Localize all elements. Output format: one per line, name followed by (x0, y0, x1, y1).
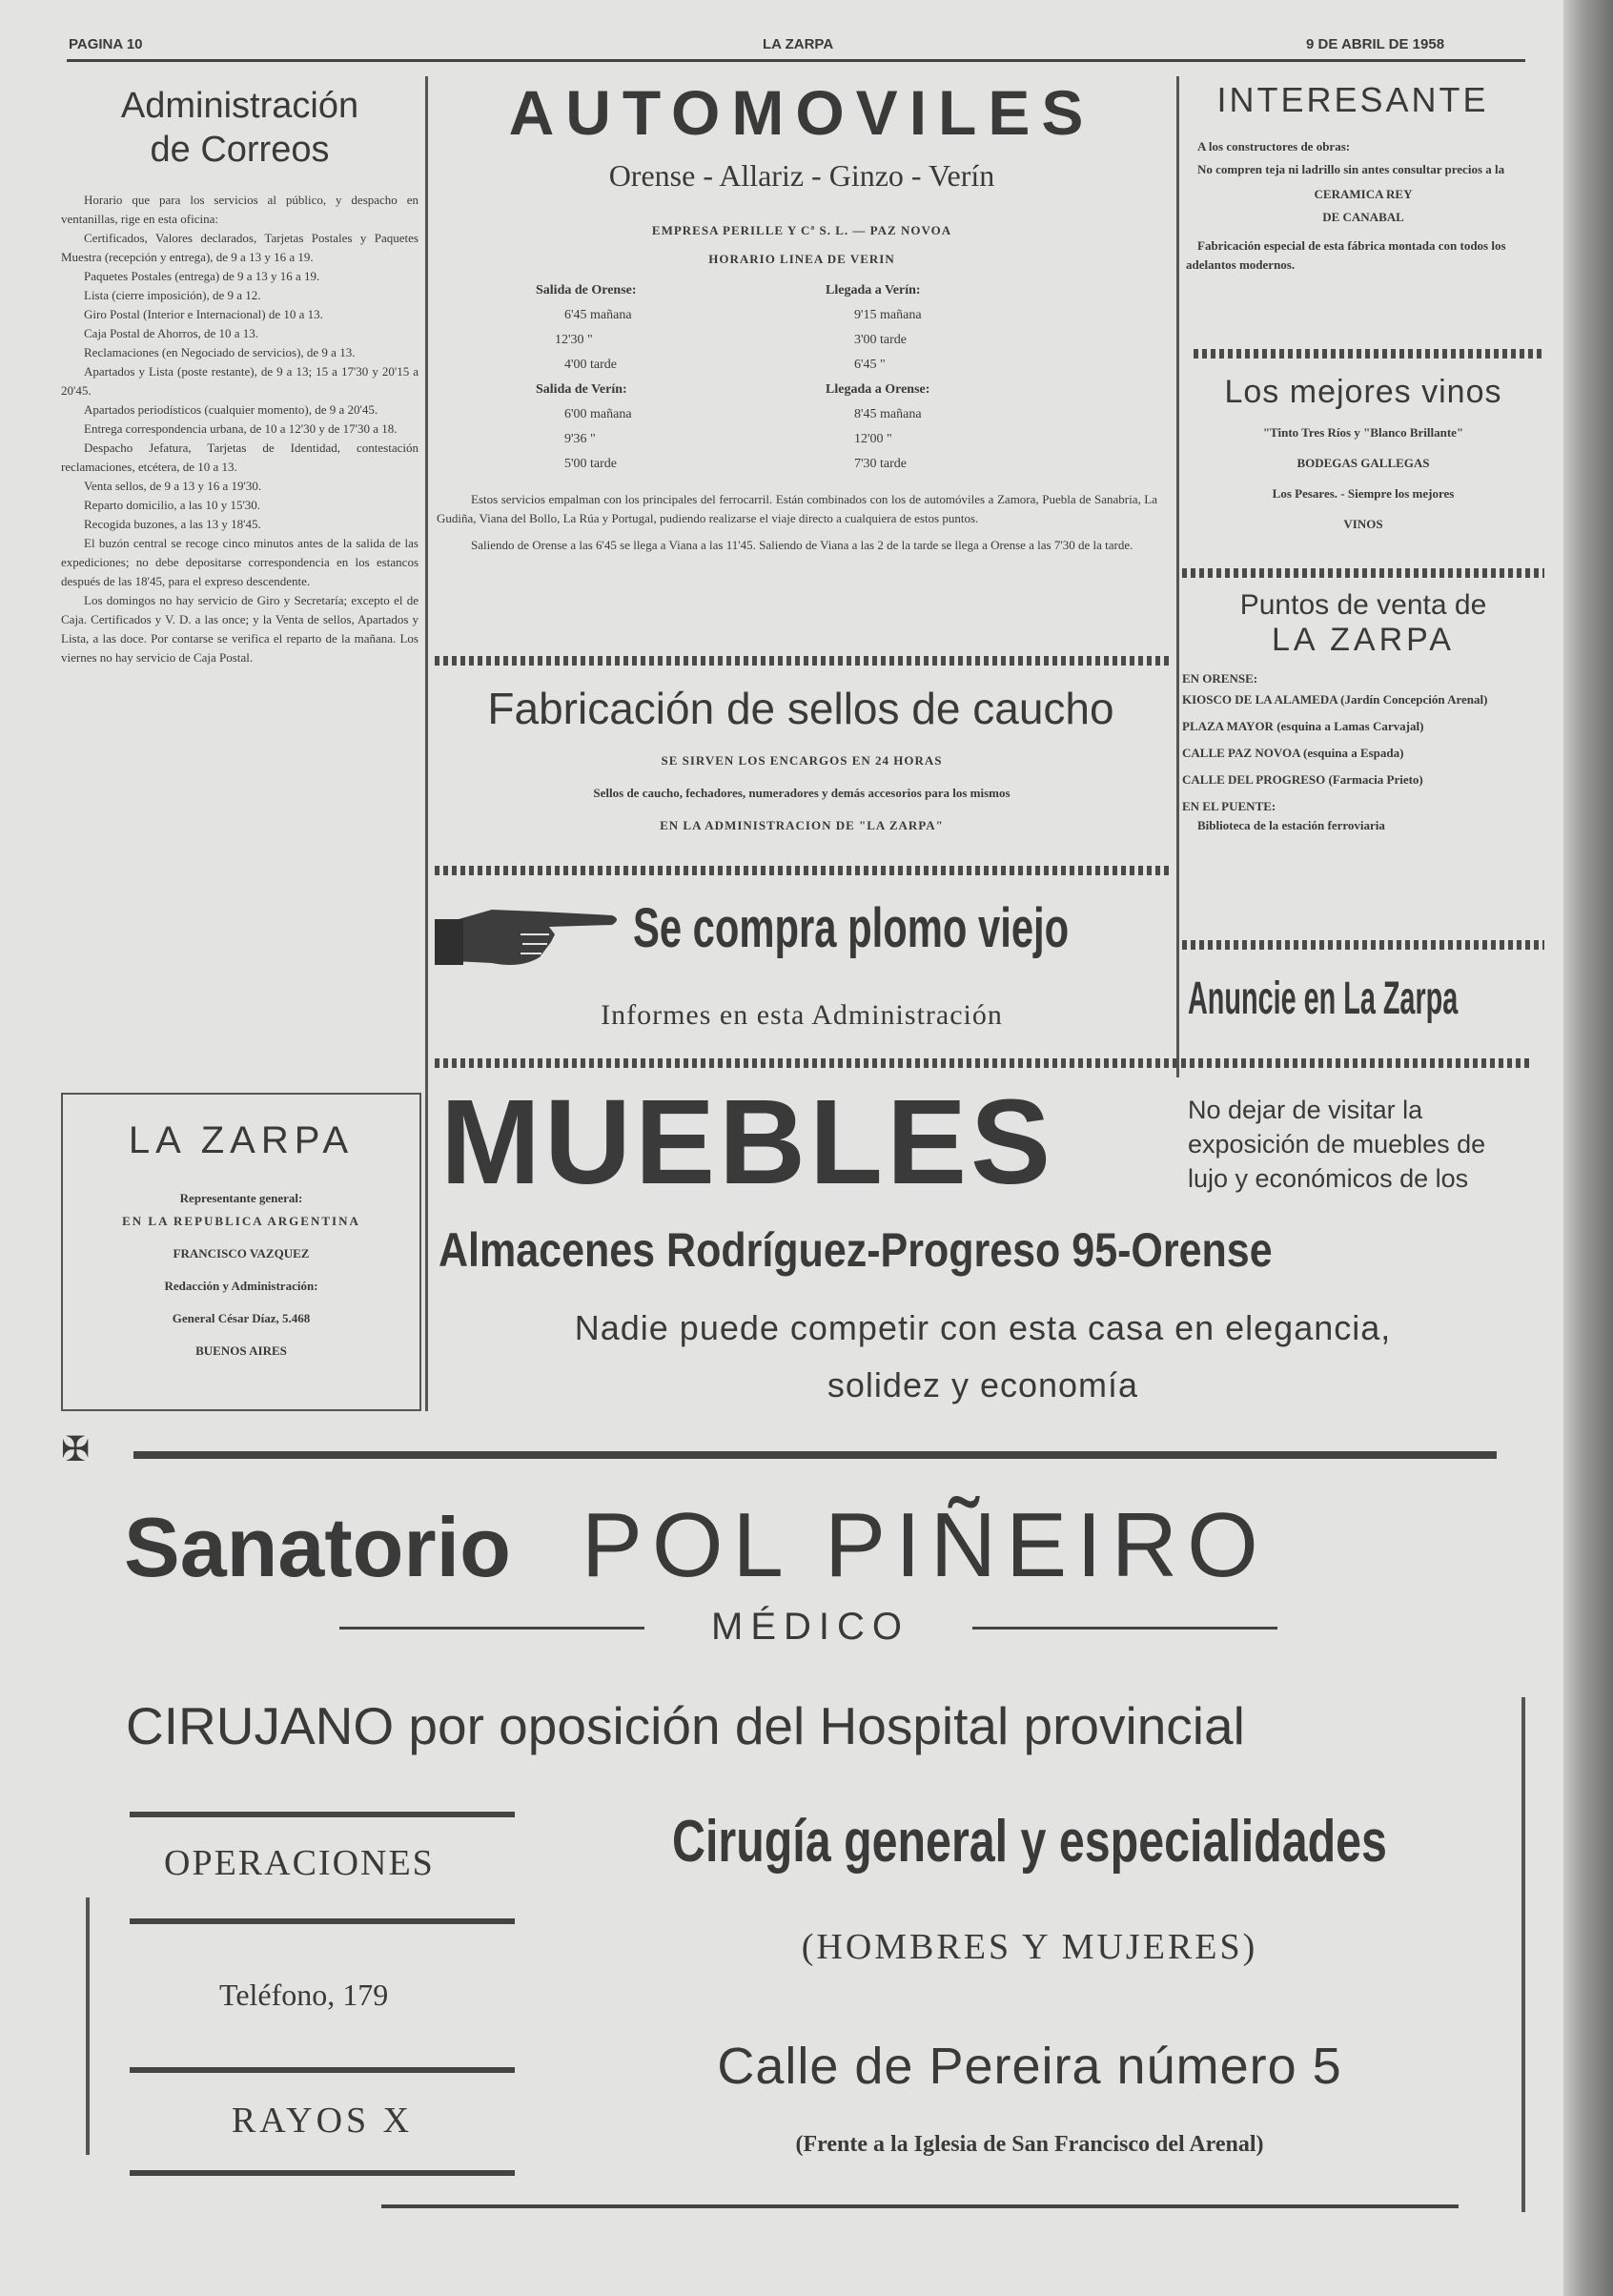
correos-p: Apartados periodísticos (cualquier momento), de 9 a 20'45. (84, 402, 378, 417)
automoviles-route: Orense - Allariz - Ginzo - Verín (608, 158, 995, 193)
schedule-cell: 8'45 mañana (854, 407, 922, 421)
vinos-title: Los mejores vinos (1224, 374, 1502, 410)
plomo-subtitle: Informes en esta Administración (601, 999, 1003, 1031)
zarpa-box (61, 1093, 421, 1411)
schedule-cell: 3'00 tarde (854, 333, 908, 347)
correos-p: El buzón central se recoge cinco minutos antes de la salida de las expediciones; no debe depositarse correspondencia en los estancos después de las 18'45, para el expreso descendente. (61, 536, 419, 588)
correos-p: Horario que para los servicios al público, y despacho en ventanillas, rige en esta oficina: (61, 193, 419, 226)
sanatorio-title-row (124, 1493, 1268, 1598)
interesante-title: INTERESANTE (1216, 80, 1489, 119)
medico-rule-right (972, 1627, 1277, 1630)
correos-p: Giro Postal (Interior e Internacional) de 10 a 13. (84, 307, 323, 321)
schedule-cell: 12'00 " (854, 432, 892, 446)
interesante-line: CERAMICA REY (1314, 187, 1413, 201)
schedule-cell: 5'00 tarde (564, 457, 618, 471)
sanatorio-title-a: Sanatorio (124, 1500, 511, 1594)
sellos-title: Fabricación de sellos de caucho (487, 684, 1114, 733)
interesante-body (1186, 137, 1541, 275)
correos-p: Apartados y Lista (poste restante), de 9 a 13; 15 a 17'30 y 20'15 a 20'45. (61, 364, 419, 398)
operaciones-box (130, 1812, 515, 1924)
vinos-body (1186, 423, 1541, 534)
divider-dots (435, 656, 1169, 666)
operaciones-text: OPERACIONES (164, 1843, 435, 1883)
schedule-right (826, 278, 929, 477)
medico-rule-left (339, 1627, 644, 1630)
puntos-item: CALLE PAZ NOVOA (esquina a Espada) (1182, 746, 1404, 760)
sanatorio-bottom-rule (381, 2204, 1459, 2208)
zarpa-box-line: Representante general: (179, 1191, 303, 1205)
correos-p: Certificados, Valores declarados, Tarjetas Postales y Paquetes Muestra (recepción y entrega), de 9 a 13 y 16 a 19. (61, 231, 419, 264)
pointing-hand-icon (435, 896, 625, 973)
sanatorio-calle: Calle de Pereira número 5 (717, 2038, 1342, 2095)
sanatorio-top-rule (133, 1451, 1497, 1459)
sanatorio-medico: MÉDICO (711, 1606, 909, 1648)
schedule-cell: Llegada a Orense: (826, 382, 930, 397)
star-icon: ✠ (61, 1429, 91, 1468)
zarpa-box-line: BUENOS AIRES (195, 1343, 287, 1358)
zarpa-box-line: EN LA REPUBLICA ARGENTINA (122, 1214, 360, 1228)
correos-p: Venta sellos, de 9 a 13 y 16 a 19'30. (84, 479, 262, 493)
interesante-line: A los constructores de obras: (1197, 139, 1351, 154)
correos-title-1: Administración (120, 86, 359, 126)
divider-dots (435, 1058, 1531, 1068)
muebles-title: MUEBLES (440, 1075, 1055, 1209)
column-rule-left (425, 76, 428, 1411)
schedule-cell: 6'45 mañana (564, 308, 632, 322)
correos-p: Caja Postal de Ahorros, de 10 a 13. (84, 326, 259, 340)
vinos-line: VINOS (1343, 517, 1383, 531)
header-date: 9 DE ABRIL DE 1958 (1306, 36, 1445, 52)
correos-title-2: de Correos (150, 130, 330, 170)
header-title: LA ZARPA (763, 36, 834, 52)
correos-p: Despacho Jefatura, Tarjetas de Identidad, contestación reclamaciones, etcétera, de 10 a 13. (61, 441, 419, 474)
schedule-cell: Salida de Verín: (536, 382, 627, 397)
zarpa-box-line: Redacción y Administración: (164, 1279, 318, 1293)
rayos-text: RAYOS X (231, 2101, 414, 2141)
correos-body (61, 191, 419, 667)
anuncie-title: Anuncie en La Zarpa (1188, 974, 1459, 1024)
automoviles-text: Saliendo de Orense a las 6'45 se llega a Viana a las 11'45. Saliendo de Viana a las 2 de la tarde se llega a Orense a las 7'30 de la tarde. (471, 538, 1133, 552)
plomo-title: Se compra plomo viejo (633, 897, 1070, 959)
puntos-item: PLAZA MAYOR (esquina a Lamas Carvajal) (1182, 719, 1424, 733)
divider-dots (1194, 349, 1542, 359)
muebles-slogan-1: Nadie puede competir con esta casa en elegancia, (574, 1308, 1392, 1347)
sanatorio-cirujano: CIRUJANO por oposición del Hospital provincial (126, 1696, 1245, 1755)
puntos-item: KIOSCO DE LA ALAMEDA (Jardín Concepción Arenal) (1182, 692, 1488, 707)
puntos-title (1186, 589, 1541, 659)
correos-p: Los domingos no hay servicio de Giro y Secretaría; excepto el de Caja. Certificados y V. D. a las once; y la Venta de sellos, Apartados y Lista, a las doce. Por contarse se verifica el reparto de la mañana. Los viernes no hay servicio de Caja Postal. (61, 593, 419, 665)
interesante-line: No compren teja ni ladrillo sin antes consultar precios a la (1197, 162, 1505, 176)
puntos-item: CALLE DEL PROGRESO (Farmacia Prieto) (1182, 772, 1423, 787)
divider-dots (1182, 568, 1544, 578)
puntos-title-2: LA ZARPA (1272, 622, 1455, 658)
schedule-left (536, 278, 637, 477)
sanatorio-left-border (86, 1897, 90, 2155)
vinos-line: Los Pesares. - Siempre los mejores (1272, 486, 1455, 501)
schedule-cell: 12'30 " (555, 333, 593, 347)
automoviles-schedule-title: HORARIO LINEA DE VERIN (708, 252, 895, 266)
automoviles-title: AUTOMOVILES (508, 77, 1095, 148)
puntos-title-1: Puntos de venta de (1239, 589, 1487, 621)
correos-p: Reclamaciones (en Negociado de servicios), de 9 a 13. (84, 345, 356, 359)
automoviles-body (437, 490, 1157, 555)
schedule-cell: Salida de Orense: (536, 283, 637, 297)
sellos-line: SE SIRVEN LOS ENCARGOS EN 24 HORAS (661, 753, 943, 768)
vinos-line: "Tinto Tres Ríos y "Blanco Brillante" (1262, 425, 1464, 440)
puntos-item: Biblioteca de la estación ferroviaria (1197, 818, 1385, 832)
visitar-text: No dejar de visitar la exposición de muebles de lujo y económicos de los (1188, 1096, 1486, 1193)
automoviles-text: Estos servicios empalman con los principales del ferrocarril. Están combinados con los de automóviles a Zamora, Puebla de Sanabria, La Gudiña, Viana del Bollo, La Rúa y Portugal, pudiendo realizarse el viaje directo a cualquiera de estos puntos. (437, 492, 1157, 525)
automoviles-company: EMPRESA PERILLE Y Cª S. L. — PAZ NOVOA (651, 223, 952, 237)
correos-p: Reparto domicilio, a las 10 y 15'30. (84, 498, 261, 512)
sanatorio-cirugia: Cirugía general y especialidades (672, 1809, 1387, 1875)
correos-section (61, 84, 419, 172)
correos-p: Paquetes Postales (entrega) de 9 a 13 y 16 a 19. (84, 269, 320, 283)
sanatorio-hombres: (HOMBRES Y MUJERES) (801, 1927, 1258, 1967)
puntos-item: EN ORENSE: (1182, 671, 1258, 686)
schedule-cell: 4'00 tarde (564, 358, 618, 372)
zarpa-box-title: LA ZARPA (128, 1119, 355, 1161)
schedule-cell: 7'30 tarde (854, 457, 908, 471)
schedule-cell: 6'45 " (854, 358, 886, 372)
sellos-line: EN LA ADMINISTRACION DE "LA ZARPA" (660, 818, 944, 832)
page-edge (1563, 0, 1613, 2296)
interesante-line: Fabricación especial de esta fábrica montada con todos los adelantos modernos. (1186, 238, 1506, 272)
column-rule-right (1176, 76, 1179, 1077)
schedule-cell: 6'00 mañana (564, 407, 632, 421)
divider-dots (435, 866, 1169, 875)
divider-dots (1182, 940, 1544, 950)
vinos-line: BODEGAS GALLEGAS (1297, 456, 1430, 470)
zarpa-box-line: FRANCISCO VAZQUEZ (173, 1246, 310, 1261)
correos-p: Recogida buzones, a las 13 y 18'45. (84, 517, 261, 531)
correos-p: Entrega correspondencia urbana, de 10 a 12'30 y de 17'30 a 18. (84, 421, 398, 436)
puntos-item: EN EL PUENTE: (1182, 799, 1276, 813)
muebles-slogan-2: solidez y economía (827, 1365, 1139, 1404)
sanatorio-telefono: Teléfono, 179 (219, 1978, 389, 2012)
sellos-line: Sellos de caucho, fechadores, numeradores y demás accesorios para los mismos (593, 786, 1011, 800)
sanatorio-title-b: POL PIÑEIRO (581, 1494, 1268, 1596)
sanatorio-right-border (1521, 1697, 1525, 2212)
muebles-address: Almacenes Rodríguez-Progreso 95-Orense (439, 1223, 1273, 1277)
zarpa-box-line: General César Díaz, 5.468 (172, 1311, 311, 1325)
schedule-cell: Llegada a Verín: (826, 283, 921, 297)
header-rule (67, 59, 1525, 62)
interesante-line: DE CANABAL (1322, 210, 1404, 224)
schedule-cell: 9'15 mañana (854, 308, 922, 322)
page-number: PAGINA 10 (69, 36, 143, 52)
puntos-list (1182, 669, 1541, 835)
schedule-cell: 9'36 " (564, 432, 596, 446)
sanatorio-frente: (Frente a la Iglesia de San Francisco del Arenal) (795, 2132, 1264, 2157)
correos-p: Lista (cierre imposición), de 9 a 12. (84, 288, 261, 302)
rayos-box (130, 2067, 515, 2176)
